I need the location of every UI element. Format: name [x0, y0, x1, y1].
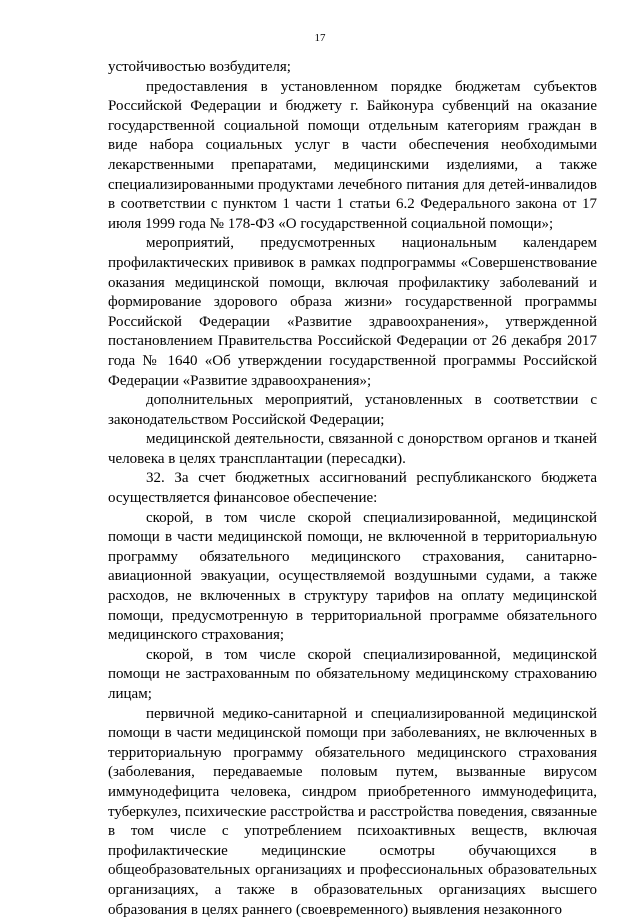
paragraph: дополнительных мероприятий, установленных в соответствии с законодательством Российской Федерации; — [108, 392, 597, 428]
paragraph: скорой, в том числе скорой специализированной, медицинской помощи в части медицинской помощи, не включенной в территориальную программу обязательного медицинского страхования, санитарно-авиационной эвакуации, осуществляемой воздушными судами, а также расходов, не включенных в структуру тарифов на оплату медицинской помощи, предусмотренную в территориальной программе обязательного медицинского страхования; — [108, 509, 597, 644]
paragraph: предоставления в установленном порядке бюджетам субъектов Российской Федерации и бюджету г. Байконура субвенций на оказание государственной социальной помощи отдельным категориям граждан в виде набора социальных услуг в части обеспечения необходимыми лекарственными препаратами, медицинскими изделиями, а также специализированными продуктами лечебного питания для детей-инвалидов в соответствии с пунктом 1 части 1 статьи 6.2 Федерального закона от 17 июля 1999 года № 178-ФЗ «О государственной социальной помощи»; — [108, 78, 597, 232]
document-body — [108, 58, 597, 920]
section-32-paragraph: 32. За счет бюджетных ассигнований республиканского бюджета осуществляется финансовое обеспечение: — [108, 470, 597, 507]
paragraph: первичной медико-санитарной и специализированной медицинской помощи в части медицинской помощи при заболеваниях, не включенных в территориальную программу обязательного медицинского страхования (заболевания, передаваемые половым путем, вызванные вирусом иммунодефицита человека, синдром приобретенного иммунодефицита, туберкулез, психические расстройства и расстройства поведения, связанные в том числе с употреблением психоактивных веществ, включая профилактические медицинские осмотры обучающихся в общеобразовательных организациях и профессиональных образовательных организациях, а также в образовательных организациях высшего образования в целях раннего (своевременного) выявления незаконного — [108, 705, 597, 918]
paragraph: скорой, в том числе скорой специализированной, медицинской помощи не застрахованным по обязательному медицинскому страхованию лицам; — [108, 646, 597, 702]
paragraph: медицинской деятельности, связанной с донорством органов и тканей человека в целях трансплантации (пересадки). — [108, 431, 597, 467]
paragraph: мероприятий, предусмотренных национальным календарем профилактических прививок в рамках подпрограммы «Совершенствование оказания медицинской помощи, включая профилактику заболеваний и формирование здорового образа жизни» государственной программы Российской Федерации «Развитие здравоохранения», утвержденной постановлением Правительства Российской Федерации от 26 декабря 2017 года № 1640 «Об утверждении государственной программы Российской Федерации «Развитие здравоохранения»; — [108, 235, 597, 389]
page-number: 17 — [314, 32, 326, 44]
paragraph: устойчивостью возбудителя; — [108, 59, 291, 75]
